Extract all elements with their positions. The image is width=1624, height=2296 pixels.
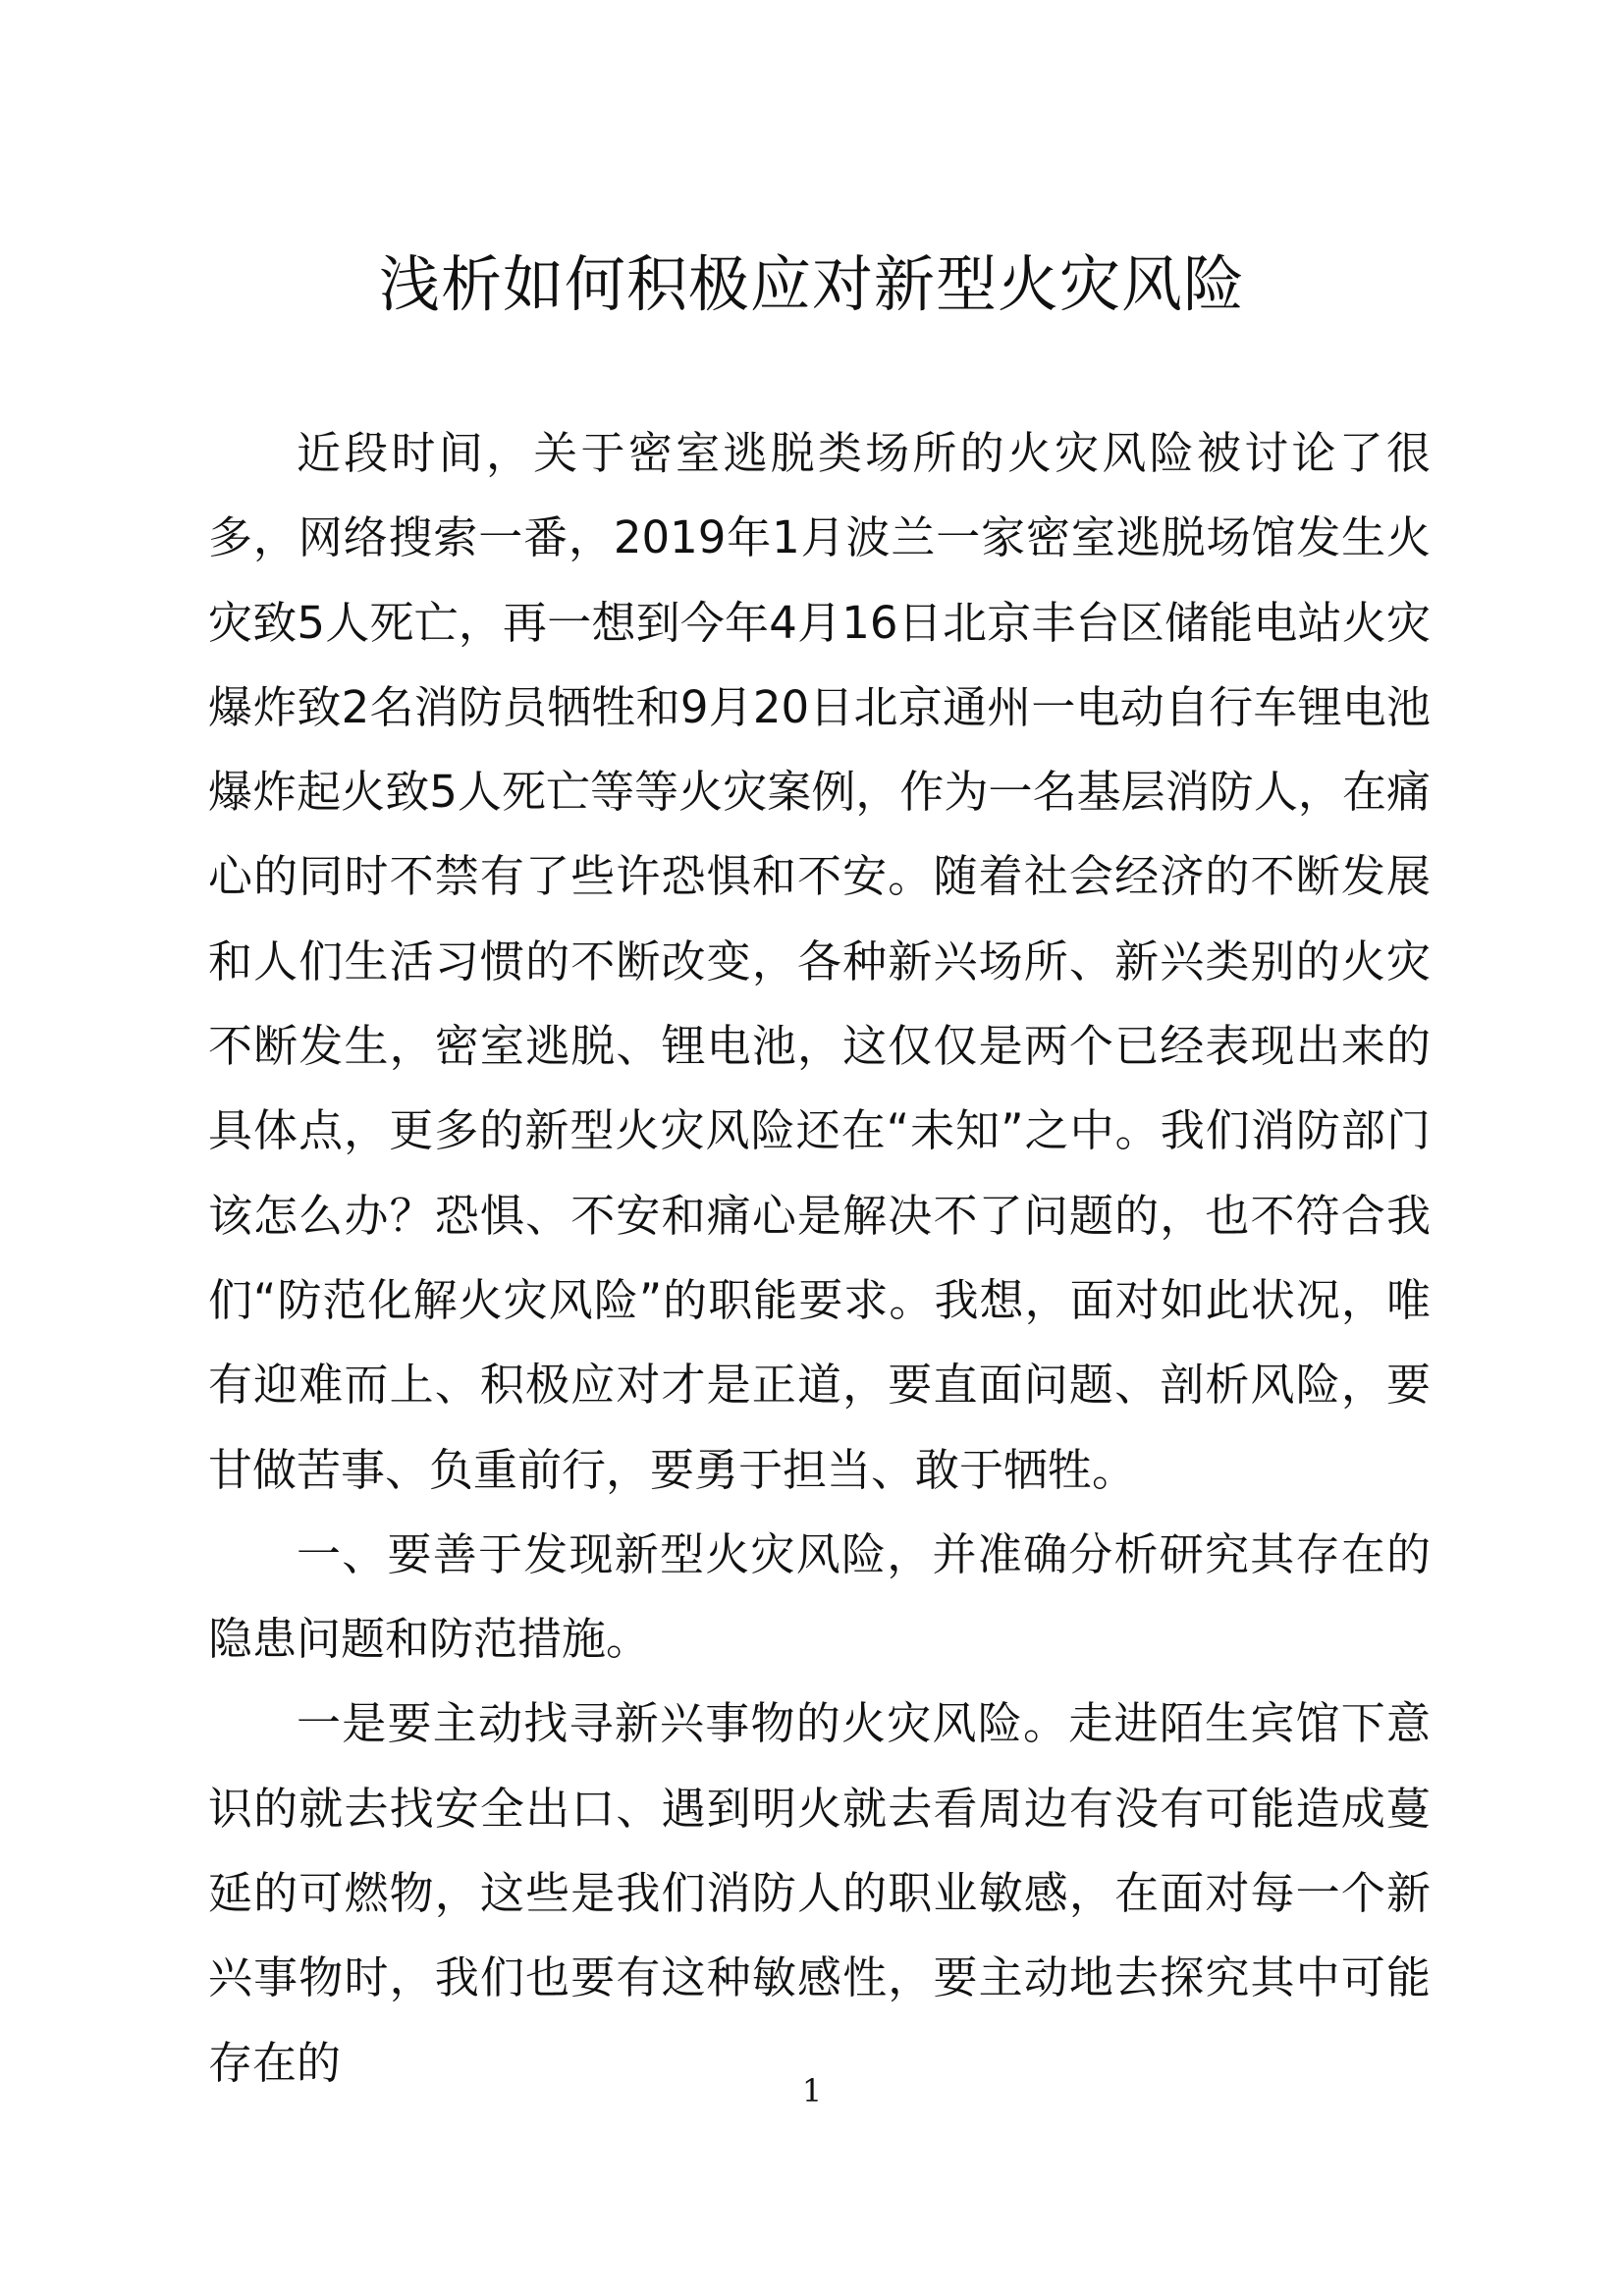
page-number: 1	[801, 2072, 823, 2109]
document-title: 浅析如何积极应对新型火灾风险	[378, 248, 1245, 320]
paragraph-intro: 近段时间，关于密室逃脱类场所的火灾风险被讨论了很多，网络搜索一番，2019年1月波兰一家密室逃脱场馆发生火灾致5人死亡，再一想到今年4月16日北京丰台区储能电站火灾爆炸致2名消防员牺牲和9月20日北京通州一电动自行车锂电池爆炸起火致5人死亡等等火灾案例，作为一名基层消防人，在痛心的同时不禁有了些许恐惧和不安。随着社会经济的不断发展和人们生活习惯的不断改变，各种新兴场所、新兴类别的火灾不断发生，密室逃脱、锂电池，这仅仅是两个已经表现出来的具体点，更多的新型火灾风险还在“未知”之中。我们消防部门该怎么办？恐惧、不安和痛心是解决不了问题的，也不符合我们“防范化解火灾风险”的职能要求。我想，面对如此状况，唯有迎难而上、积极应对才是正道，要直面问题、剖析风险，要甘做苦事、负重前行，要勇于担当、敢于牺牲。	[208, 427, 1431, 1496]
paragraph-section-heading-1: 一、要善于发现新型火灾风险，并准确分析研究其存在的隐患问题和防范措施。	[208, 1527, 1431, 1666]
paragraph-point-1: 一是要主动找寻新兴事物的火灾风险。走进陌生宾馆下意识的就去找安全出口、遇到明火就去看周边有没有可能造成蔓延的可燃物，这些是我们消防人的职业敏感，在面对每一个新兴事物时，我们也要有这种敏感性，要主动地去探究其中可能存在的	[208, 1697, 1431, 2089]
document-body	[208, 411, 1431, 2106]
